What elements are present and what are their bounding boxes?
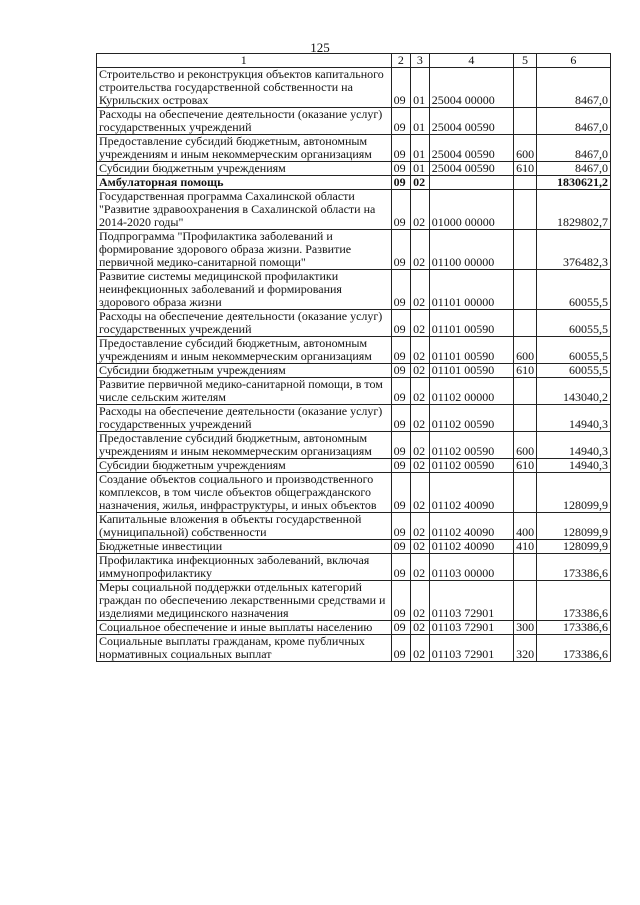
amount-cell: 128099,9 [536,540,610,554]
expense-type-cell [514,270,537,310]
target-article-cell: 01102 00590 [429,432,513,459]
table-row [97,405,611,432]
table-row [97,190,611,230]
amount-cell: 8467,0 [536,162,610,176]
table-row [97,378,611,405]
target-article-cell: 01103 72901 [429,581,513,621]
expense-name-cell: Профилактика инфекционных заболеваний, включая иммунопрофилактику [97,554,392,581]
subsection-code-cell: 02 [411,230,430,270]
section-code-cell: 09 [391,135,411,162]
subsection-code-cell: 02 [411,432,430,459]
expense-type-cell [514,554,537,581]
expense-name-cell: Меры социальной поддержки отдельных категорий граждан по обеспечению лекарственными средствами и изделиями медицинского назначения [97,581,392,621]
amount-cell: 14940,3 [536,432,610,459]
amount-cell: 173386,6 [536,621,610,635]
section-code-cell: 09 [391,581,411,621]
expense-name-cell: Расходы на обеспечение деятельности (оказание услуг) государственных учреждений [97,310,392,337]
expense-type-cell: 610 [514,162,537,176]
table-row [97,554,611,581]
expense-type-cell [514,108,537,135]
table-row [97,310,611,337]
section-code-cell: 09 [391,540,411,554]
subsection-code-cell: 02 [411,581,430,621]
expense-type-cell: 400 [514,513,537,540]
amount-cell: 1830621,2 [536,176,610,190]
subsection-code-cell: 02 [411,190,430,230]
table-row [97,337,611,364]
table-row [97,68,611,108]
column-header-5: 5 [514,54,537,68]
expense-type-cell [514,405,537,432]
target-article-cell: 01102 00590 [429,405,513,432]
section-code-cell: 09 [391,190,411,230]
table-row [97,108,611,135]
amount-cell: 60055,5 [536,337,610,364]
table-row [97,230,611,270]
expense-name-cell: Предоставление субсидий бюджетным, автономным учреждениям и иным некоммерческим организациям [97,337,392,364]
expense-type-cell [514,176,537,190]
subsection-code-cell: 02 [411,540,430,554]
subsection-code-cell: 02 [411,554,430,581]
section-code-cell: 09 [391,162,411,176]
target-article-cell: 01102 40090 [429,513,513,540]
expense-type-cell [514,190,537,230]
section-code-cell: 09 [391,337,411,364]
expense-type-cell: 600 [514,135,537,162]
section-code-cell: 09 [391,405,411,432]
subsection-code-cell: 02 [411,337,430,364]
table-row [97,364,611,378]
subsection-code-cell: 01 [411,68,430,108]
section-code-cell: 09 [391,364,411,378]
target-article-cell: 01102 00000 [429,378,513,405]
column-header-4: 4 [429,54,513,68]
expense-name-cell: Государственная программа Сахалинской области "Развитие здравоохранения в Сахалинской области на 2014-2020 годы" [97,190,392,230]
expense-type-cell [514,68,537,108]
subsection-code-cell: 02 [411,459,430,473]
table-row [97,635,611,662]
expense-name-cell: Расходы на обеспечение деятельности (оказание услуг) государственных учреждений [97,108,392,135]
budget-table [96,53,611,662]
expense-name-cell: Создание объектов социального и производственного комплексов, в том числе объектов общегражданского назначения, жилья, инфраструктуры, и иных объектов [97,473,392,513]
expense-name-cell: Субсидии бюджетным учреждениям [97,162,392,176]
target-article-cell: 25004 00590 [429,108,513,135]
expense-type-cell: 600 [514,337,537,364]
subsection-code-cell: 01 [411,162,430,176]
target-article-cell: 01101 00590 [429,310,513,337]
target-article-cell: 01103 00000 [429,554,513,581]
target-article-cell: 01101 00590 [429,364,513,378]
page-number: 125 [310,40,330,55]
expense-type-cell: 610 [514,364,537,378]
expense-name-cell: Строительство и реконструкция объектов капитального строительства государственной собственности на Курильских островах [97,68,392,108]
expense-type-cell: 600 [514,432,537,459]
section-code-cell: 09 [391,621,411,635]
table-row [97,621,611,635]
amount-cell: 8467,0 [536,68,610,108]
subsection-code-cell: 02 [411,364,430,378]
target-article-cell: 01103 72901 [429,635,513,662]
section-code-cell: 09 [391,270,411,310]
section-code-cell: 09 [391,432,411,459]
expense-type-cell [514,581,537,621]
section-code-cell: 09 [391,459,411,473]
subsection-code-cell: 02 [411,270,430,310]
expense-name-cell: Расходы на обеспечение деятельности (оказание услуг) государственных учреждений [97,405,392,432]
target-article-cell: 25004 00000 [429,68,513,108]
target-article-cell: 25004 00590 [429,135,513,162]
table-row [97,581,611,621]
expense-name-cell: Предоставление субсидий бюджетным, автономным учреждениям и иным некоммерческим организациям [97,135,392,162]
column-number-header [97,54,611,68]
amount-cell: 14940,3 [536,459,610,473]
target-article-cell: 01101 00590 [429,337,513,364]
expense-name-cell: Амбулаторная помощь [97,176,392,190]
expense-type-cell [514,230,537,270]
table-row [97,270,611,310]
expense-type-cell: 300 [514,621,537,635]
column-header-2: 2 [391,54,411,68]
target-article-cell: 01102 40090 [429,540,513,554]
amount-cell: 60055,5 [536,270,610,310]
section-code-cell: 09 [391,230,411,270]
expense-type-cell [514,310,537,337]
expense-type-cell: 320 [514,635,537,662]
expense-name-cell: Социальные выплаты гражданам, кроме публичных нормативных социальных выплат [97,635,392,662]
expense-type-cell [514,473,537,513]
expense-name-cell: Субсидии бюджетным учреждениям [97,364,392,378]
section-code-cell: 09 [391,108,411,135]
amount-cell: 1829802,7 [536,190,610,230]
expense-type-cell: 610 [514,459,537,473]
target-article-cell: 25004 00590 [429,162,513,176]
section-code-cell: 09 [391,513,411,540]
amount-cell: 14940,3 [536,405,610,432]
subsection-code-cell: 02 [411,635,430,662]
subsection-code-cell: 02 [411,405,430,432]
amount-cell: 8467,0 [536,108,610,135]
amount-cell: 173386,6 [536,581,610,621]
expense-name-cell: Капитальные вложения в объекты государственной (муниципальной) собственности [97,513,392,540]
section-code-cell: 09 [391,554,411,581]
column-header-3: 3 [411,54,430,68]
target-article-cell: 01100 00000 [429,230,513,270]
expense-name-cell: Развитие первичной медико-санитарной помощи, в том числе сельским жителям [97,378,392,405]
amount-cell: 173386,6 [536,554,610,581]
amount-cell: 128099,9 [536,513,610,540]
subsection-code-cell: 02 [411,176,430,190]
expense-name-cell: Развитие системы медицинской профилактики неинфекционных заболеваний и формирования здорового образа жизни [97,270,392,310]
subsection-code-cell: 02 [411,473,430,513]
amount-cell: 8467,0 [536,135,610,162]
table-row [97,432,611,459]
column-header-6: 6 [536,54,610,68]
expense-name-cell: Подпрограмма "Профилактика заболеваний и формирование здорового образа жизни. Развитие первичной медико-санитарной помощи" [97,230,392,270]
section-code-cell: 09 [391,68,411,108]
table-row [97,473,611,513]
section-code-cell: 09 [391,176,411,190]
table-row [97,176,611,190]
subsection-code-cell: 02 [411,310,430,337]
expense-type-cell: 410 [514,540,537,554]
amount-cell: 376482,3 [536,230,610,270]
amount-cell: 173386,6 [536,635,610,662]
subsection-code-cell: 02 [411,621,430,635]
column-header-1: 1 [97,54,392,68]
subsection-code-cell: 02 [411,378,430,405]
amount-cell: 60055,5 [536,364,610,378]
expense-name-cell: Субсидии бюджетным учреждениям [97,459,392,473]
table-row [97,135,611,162]
target-article-cell: 01102 00590 [429,459,513,473]
table-row [97,513,611,540]
table-body [97,68,611,662]
table-row [97,540,611,554]
target-article-cell: 01103 72901 [429,621,513,635]
target-article-cell [429,176,513,190]
target-article-cell: 01102 40090 [429,473,513,513]
subsection-code-cell: 01 [411,108,430,135]
expense-name-cell: Предоставление субсидий бюджетным, автономным учреждениям и иным некоммерческим организациям [97,432,392,459]
section-code-cell: 09 [391,635,411,662]
expense-name-cell: Бюджетные инвестиции [97,540,392,554]
amount-cell: 128099,9 [536,473,610,513]
subsection-code-cell: 01 [411,135,430,162]
amount-cell: 60055,5 [536,310,610,337]
amount-cell: 143040,2 [536,378,610,405]
table-row [97,459,611,473]
section-code-cell: 09 [391,310,411,337]
expense-type-cell [514,378,537,405]
table-row [97,162,611,176]
target-article-cell: 01101 00000 [429,270,513,310]
section-code-cell: 09 [391,473,411,513]
section-code-cell: 09 [391,378,411,405]
target-article-cell: 01000 00000 [429,190,513,230]
expense-name-cell: Социальное обеспечение и иные выплаты населению [97,621,392,635]
subsection-code-cell: 02 [411,513,430,540]
